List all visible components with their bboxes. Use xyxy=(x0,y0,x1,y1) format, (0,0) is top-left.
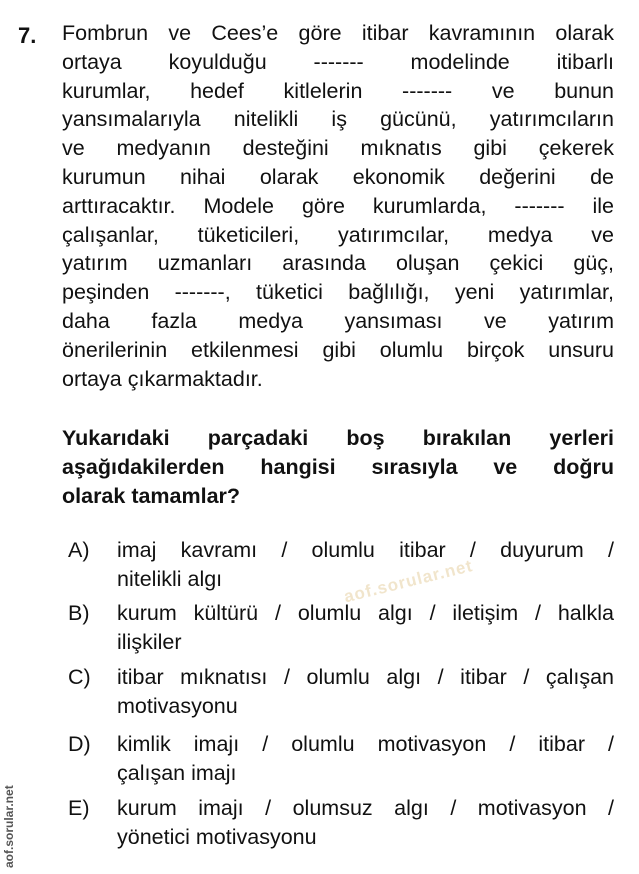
stem-line: ortaya çıkarmaktadır. xyxy=(62,366,263,391)
stem-line: peşinden -------, tüketici bağlılığı, yeni yatırımlar, xyxy=(62,280,614,305)
option-line: nitelikli algı xyxy=(117,567,223,591)
option-text xyxy=(117,663,614,721)
option-line: kimlik imajı / olumlu motivasyon / itibar / xyxy=(117,732,614,756)
option-letter: C) xyxy=(68,665,91,689)
prompt-line: Yukarıdaki parçadaki boş bırakılan yerleri xyxy=(62,426,614,450)
option-letter: B) xyxy=(68,601,90,625)
option-line: kurum kültürü / olumlu algı / iletişim / halkla xyxy=(117,601,614,625)
option-letter: E) xyxy=(68,796,90,820)
stem-line: kurumun nihai olarak ekonomik değerini de xyxy=(62,164,614,189)
stem-line: yatırım uzmanları arasında oluşan çekici güç, xyxy=(62,251,614,276)
option-line: itibar mıknatısı / olumlu algı / itibar / çalışan xyxy=(117,665,614,689)
stem-line: ortaya koyulduğu ------- modelinde itibarlı xyxy=(62,49,614,74)
stem-line: çalışanlar, tüketicileri, yatırımcılar, medya ve xyxy=(62,222,614,247)
option-line: yönetici motivasyonu xyxy=(117,825,317,849)
stem-line: ve medyanın desteğini mıknatıs gibi çekerek xyxy=(62,136,614,161)
prompt-line: aşağıdakilerden hangisi sırasıyla ve doğru xyxy=(62,455,614,479)
option-text xyxy=(117,599,614,657)
option-text xyxy=(117,794,614,852)
side-label: aof.sorular.net xyxy=(2,785,16,868)
stem-line: kurumlar, hedef kitlelerin ------- ve bunun xyxy=(62,78,614,103)
stem-line: yansımalarıyla nitelikli iş gücünü, yatırımcıların xyxy=(62,107,614,132)
option-letter: D) xyxy=(68,732,91,756)
question-prompt xyxy=(62,424,614,511)
watermark: aof.sorular.net xyxy=(342,556,475,607)
option-line: ilişkiler xyxy=(117,630,182,654)
option-letter: A) xyxy=(68,538,90,562)
option-line: imaj kavramı / olumlu itibar / duyurum / xyxy=(117,538,614,562)
option-line: kurum imajı / olumsuz algı / motivasyon / xyxy=(117,796,614,820)
stem-line: arttıracaktır. Modele göre kurumlarda, ------- ile xyxy=(62,193,614,218)
prompt-line: olarak tamamlar? xyxy=(62,484,241,508)
stem-line: Fombrun ve Cees’e göre itibar kavramının olarak xyxy=(62,21,614,45)
question-stem xyxy=(62,19,614,393)
stem-line: önerilerinin etkilenmesi gibi olumlu birçok unsuru xyxy=(62,337,614,362)
question-number: 7. xyxy=(18,23,37,48)
option-line: çalışan imajı xyxy=(117,761,237,785)
option-text xyxy=(117,730,614,788)
option-line: motivasyonu xyxy=(117,694,238,718)
stem-line: daha fazla medya yansıması ve yatırım xyxy=(62,308,614,333)
